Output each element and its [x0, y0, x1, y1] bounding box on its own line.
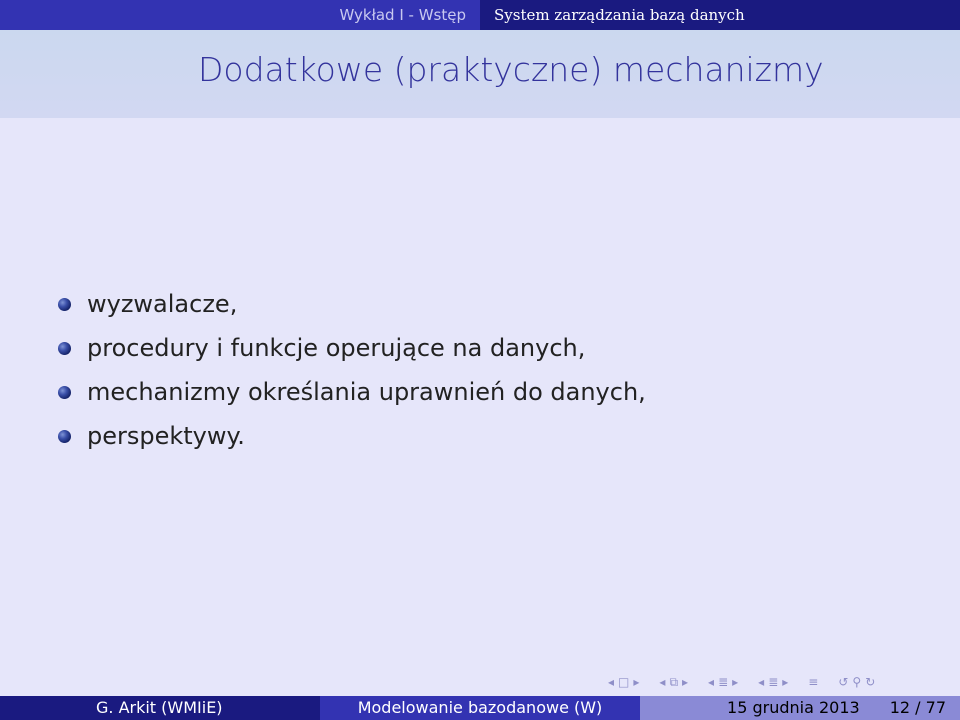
bullet-ball-icon: [58, 342, 71, 355]
footer-date: 15 grudnia 2013: [727, 698, 860, 717]
navigation-symbols: [608, 672, 958, 692]
headline-bar: [0, 0, 960, 30]
arrow-left-icon[interactable]: ◂: [659, 675, 666, 689]
section-label[interactable]: Wykład I - Wstęp: [0, 0, 480, 30]
arrow-right-icon[interactable]: ▸: [682, 675, 689, 689]
list-item-text: wyzwalacze,: [87, 290, 238, 318]
section-icon[interactable]: ≣: [718, 675, 729, 689]
arrow-left-icon[interactable]: ◂: [608, 675, 615, 689]
list-item-text: perspektywy.: [87, 422, 245, 450]
subsection-icon[interactable]: ⧉: [669, 674, 679, 689]
footer-right: [640, 696, 960, 720]
bullet-ball-icon: [58, 386, 71, 399]
search-forward-icon[interactable]: ↻: [865, 675, 876, 689]
footer-author: G. Arkit (WMIiE): [0, 696, 320, 720]
list-item: [58, 414, 646, 458]
arrow-left-icon[interactable]: ◂: [708, 675, 715, 689]
doc-icon[interactable]: ≣: [768, 675, 779, 689]
frame-icon[interactable]: □: [618, 675, 630, 689]
list-item: [58, 282, 646, 326]
arrow-right-icon[interactable]: ▸: [782, 675, 789, 689]
footer-page: 12 / 77: [889, 698, 946, 717]
footer-title: Modelowanie bazodanowe (W): [320, 696, 640, 720]
list-item: [58, 326, 646, 370]
bullet-ball-icon: [58, 298, 71, 311]
list-item-text: procedury i funkcje operujące na danych,: [87, 334, 586, 362]
arrow-right-icon[interactable]: ▸: [633, 675, 640, 689]
frame-title-bar: [0, 30, 960, 118]
frame-title: Dodatkowe (praktyczne) mechanizmy: [198, 50, 824, 89]
arrow-left-icon[interactable]: ◂: [758, 675, 765, 689]
footer-bar: [0, 696, 960, 720]
arrow-right-icon[interactable]: ▸: [732, 675, 739, 689]
subsection-label[interactable]: System zarządzania bazą danych: [480, 0, 960, 30]
bullet-list: [58, 282, 646, 458]
search-back-icon[interactable]: ↺: [838, 675, 849, 689]
bullet-ball-icon: [58, 430, 71, 443]
align-icon[interactable]: ≡: [808, 675, 819, 689]
list-item-text: mechanizmy określania uprawnień do danych,: [87, 378, 646, 406]
list-item: [58, 370, 646, 414]
search-icon[interactable]: ⚲: [852, 675, 862, 689]
